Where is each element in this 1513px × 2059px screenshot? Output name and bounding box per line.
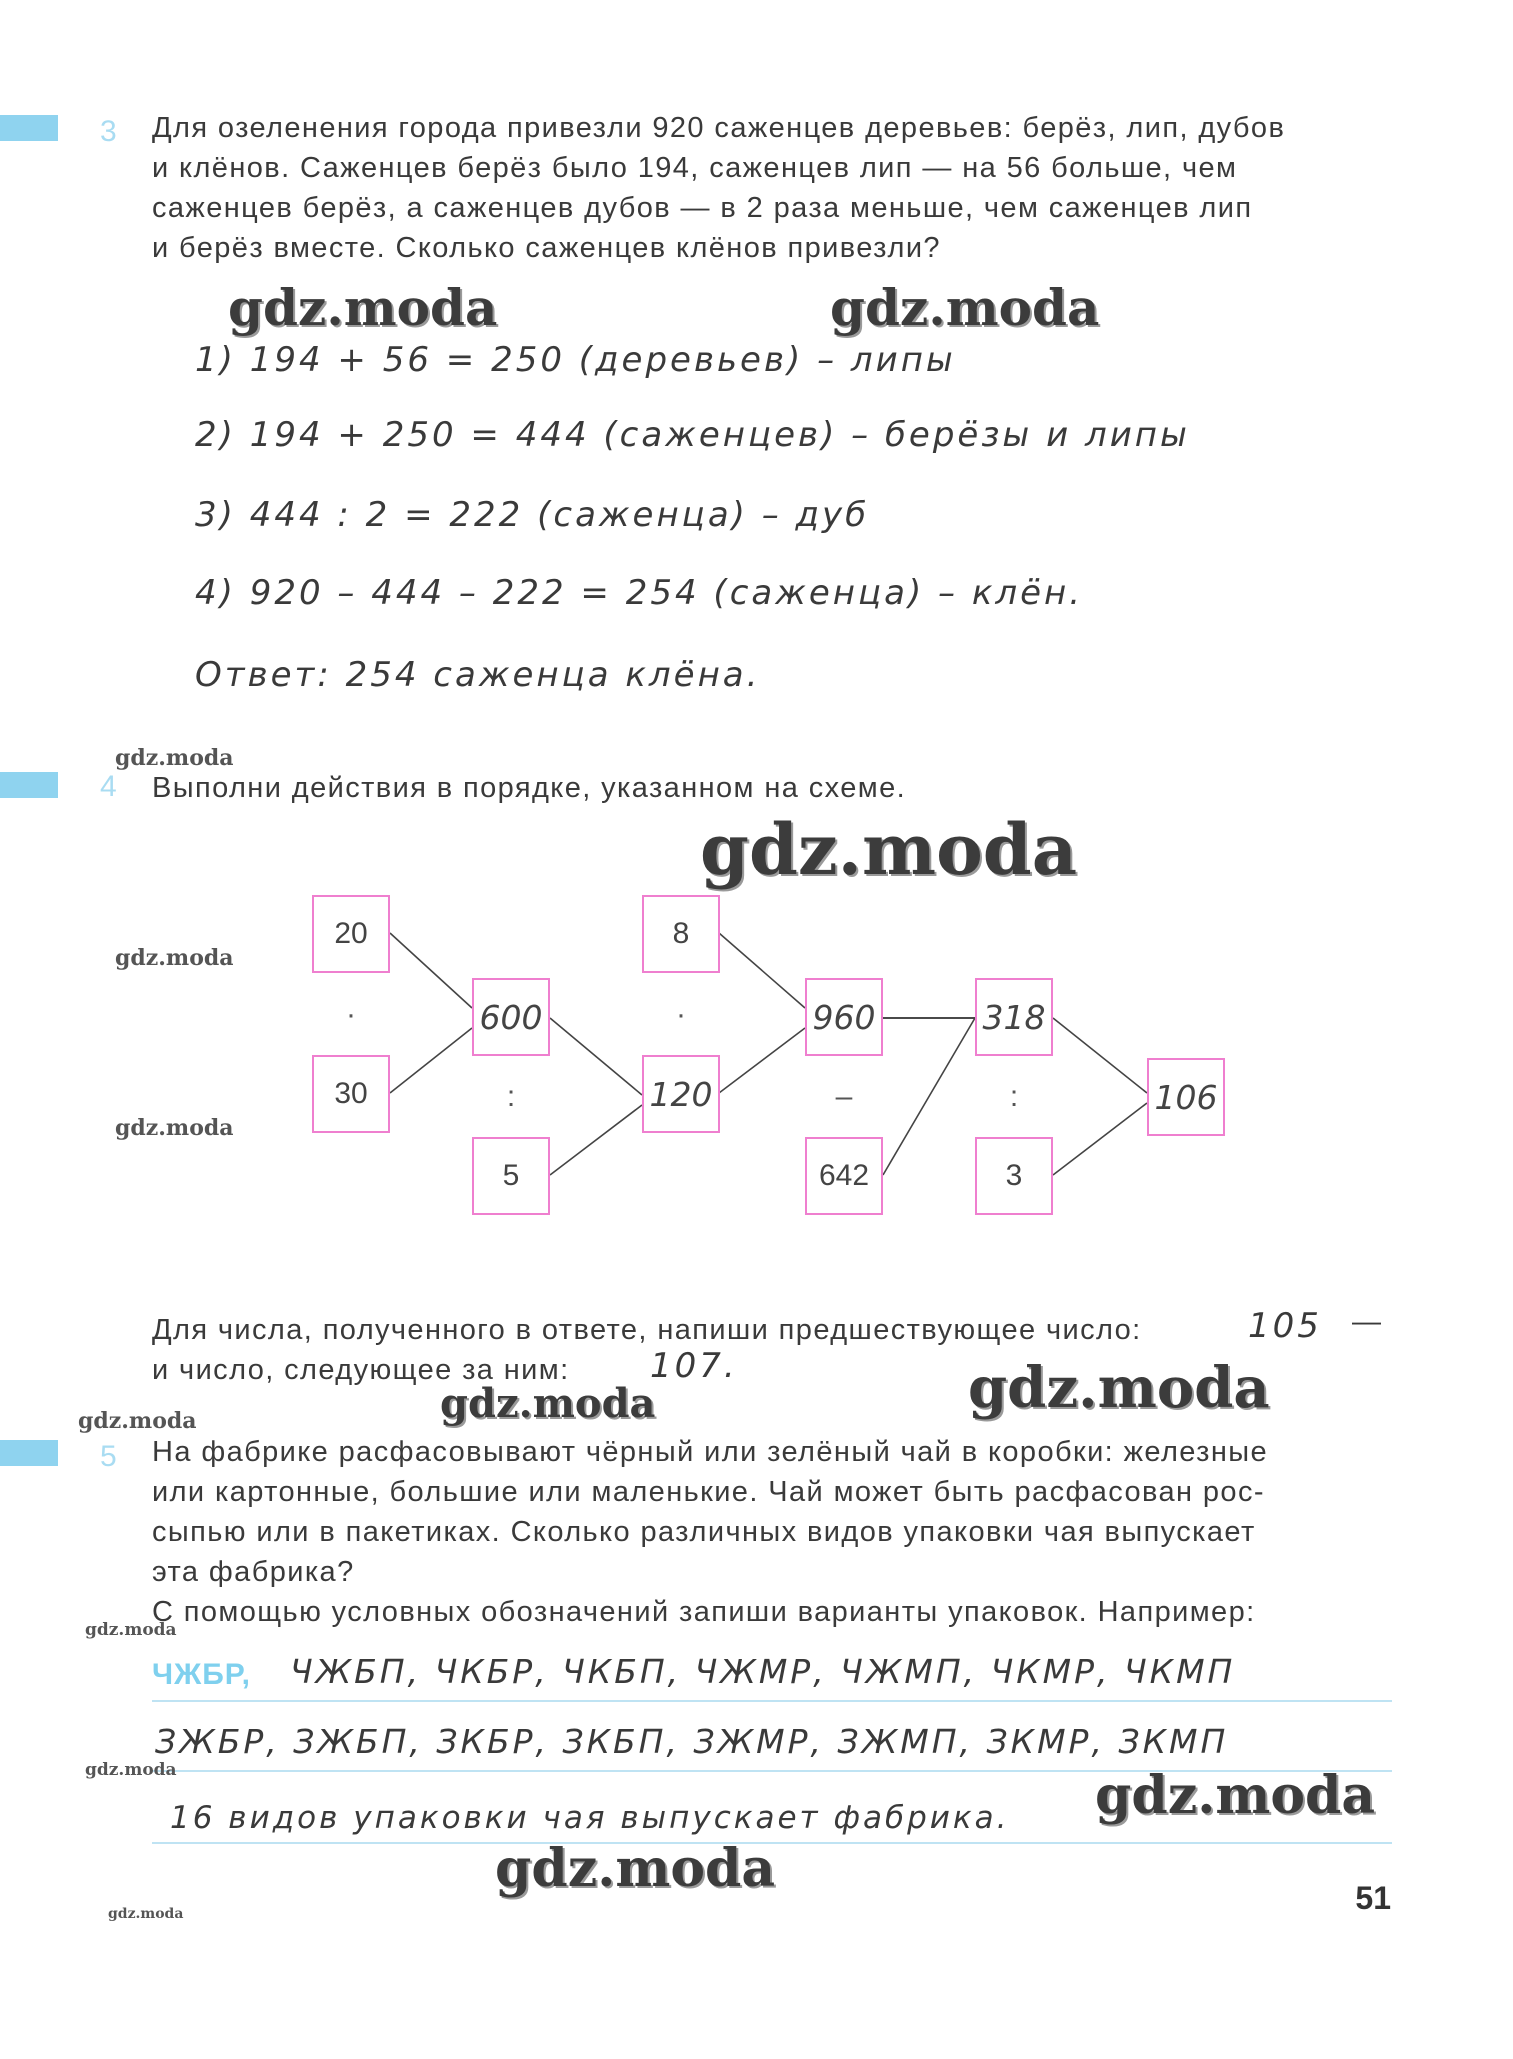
scheme-op-divide-1: : [506, 1080, 516, 1113]
watermark: gdz.moda [830, 278, 1100, 337]
scheme-op-minus: – [835, 1080, 853, 1113]
watermark: gdz.moda [108, 1906, 184, 1922]
task4-follow-line-1: Для числа, полученного в ответе, напиши предшествующее число: [152, 1314, 1142, 1346]
scheme-box-20: 20 [312, 895, 390, 973]
task3-text-line-1: Для озеленения города привезли 920 саженцев деревьев: берёз, лип, дубов [152, 112, 1286, 144]
task5-text-line-5: С помощью условных обозначений запиши варианты упаковок. Например: [152, 1596, 1256, 1628]
watermark: gdz.moda [85, 1760, 177, 1780]
answer-line-2: ЗЖБР, ЗЖБП, ЗКБР, ЗКБП, ЗЖМР, ЗЖМП, ЗКМР, ЗКМП [155, 1722, 1229, 1761]
task5-text-line-2: или картонные, большие или маленькие. Чай может быть расфасован рос- [152, 1476, 1265, 1508]
task3-text-line-4: и берёз вместе. Сколько саженцев клёнов привезли? [152, 232, 941, 264]
watermark: gdz.moda [115, 945, 234, 971]
task4-text: Выполни действия в порядке, указанном на схеме. [152, 772, 907, 804]
watermark: gdz.moda [115, 1115, 234, 1141]
answer-line-1: ЧЖБП, ЧКБР, ЧКБП, ЧЖМР, ЧЖМП, ЧКМР, ЧКМП [290, 1652, 1236, 1691]
watermark: gdz.moda [1095, 1765, 1376, 1826]
scheme-box-8: 8 [642, 895, 720, 973]
solution-step-3: 3) 444 : 2 = 222 (саженца) – дуб [195, 495, 870, 535]
task3-text-line-3: саженцев берёз, а саженцев дубов — в 2 раза меньше, чем саженцев лип [152, 192, 1253, 224]
scheme-value-120: 120 [649, 1074, 713, 1114]
watermark: gdz.moda [115, 745, 234, 771]
scheme-op-divide-2: : [1009, 1080, 1019, 1113]
scheme-op-multiply-1: · [346, 998, 356, 1031]
task5-text-line-1: На фабрике расфасовывают чёрный или зелёный чай в коробки: железные [152, 1436, 1269, 1468]
watermark: gdz.moda [78, 1408, 197, 1434]
scheme-op-multiply-2: · [676, 998, 686, 1031]
watermark: gdz.moda [495, 1838, 776, 1899]
scheme-box-600 [472, 978, 550, 1056]
task-number-3: 3 [100, 115, 117, 148]
scheme-box-120 [642, 1055, 720, 1133]
scheme-box-5: 5 [472, 1137, 550, 1215]
scheme-value-960: 960 [812, 997, 876, 1037]
section-tab-5 [0, 1440, 58, 1466]
scheme-box-318 [975, 978, 1053, 1056]
task5-text-line-4: эта фабрика? [152, 1556, 355, 1588]
task-number-5: 5 [100, 1440, 117, 1473]
task4-follow-line-2: и число, следующее за ним: [152, 1354, 570, 1386]
example-code: ЧЖБР, [152, 1658, 251, 1691]
task3-text-line-2: и клёнов. Саженцев берёз было 194, саженцев лип — на 56 больше, чем [152, 152, 1238, 184]
task-number-4: 4 [100, 770, 117, 803]
scheme-box-106 [1147, 1058, 1225, 1136]
watermark: gdz.moda [968, 1355, 1270, 1421]
solution-step-4: 4) 920 – 444 – 222 = 254 (саженца) – клён. [195, 573, 1084, 613]
scheme-value-318: 318 [982, 997, 1046, 1037]
solution-step-2: 2) 194 + 250 = 444 (саженцев) – берёзы и липы [195, 415, 1190, 455]
watermark: gdz.moda [85, 1620, 177, 1640]
scheme-box-642: 642 [805, 1137, 883, 1215]
next-number: 107. [650, 1346, 738, 1386]
dash: — [1352, 1306, 1381, 1338]
scheme-value-106: 106 [1154, 1077, 1218, 1117]
scheme-box-30: 30 [312, 1055, 390, 1133]
answer-line-3: 16 видов упаковки чая выпускает фабрика. [170, 1800, 1010, 1836]
solution-step-1: 1) 194 + 56 = 250 (деревьев) – липы [195, 340, 956, 380]
solution-answer: Ответ: 254 саженца клёна. [195, 655, 761, 695]
watermark: gdz.moda [440, 1380, 656, 1427]
watermark: gdz.moda [228, 278, 498, 337]
ruled-line [152, 1700, 1392, 1702]
task5-text-line-3: сыпью или в пакетиках. Сколько различных видов упаковки чая выпускает [152, 1516, 1256, 1548]
scheme-box-960 [805, 978, 883, 1056]
prev-number: 105 [1248, 1306, 1322, 1346]
scheme-box-3: 3 [975, 1137, 1053, 1215]
scheme-value-600: 600 [479, 997, 543, 1037]
page-number: 51 [1355, 1880, 1391, 1916]
watermark: gdz.moda [700, 808, 1078, 891]
